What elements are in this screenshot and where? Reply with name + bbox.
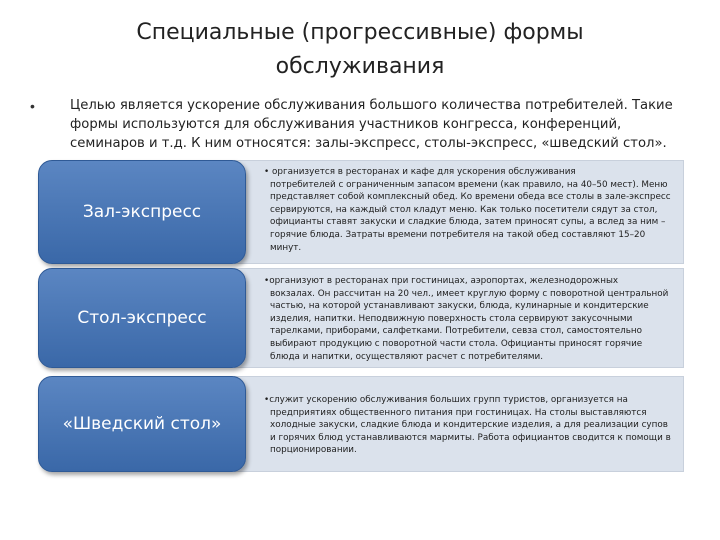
zal-express-description-first: • организуется в ресторанах и кафе для ускорения обслуживания xyxy=(264,167,576,177)
row-shvedskiy-stol xyxy=(38,376,684,472)
zal-express-label: Зал-экспресс xyxy=(82,202,202,222)
slide-title-line-1: Специальные (прогрессивные) формы xyxy=(136,20,584,45)
bullet-marker: • xyxy=(30,98,35,114)
shvedskiy-stol-label: «Шведский стол» xyxy=(62,414,222,434)
stol-express-description-rest: вокзалах. Он рассчитан на 20 чел., имеет круглую форму с поворотной центральной частью, на которой устанавливают закуски, блюда, кулинарные и кондитерские изделия, напитки. Неподвижную поверхность стола сервируют закусочными тарелками, приборами, салфетками. Потребители, севза стол, самостоятельно выбирают продукцию с поворотной части стола. Официанты приносят горячие блюда и напитки, осуществляют расчет с потребителями. xyxy=(270,288,669,362)
stol-express-label-box xyxy=(38,268,246,368)
shvedskiy-stol-label-box xyxy=(38,376,246,472)
intro-text: Целью является ускорение обслуживания большого количества потребителей. Такие формы используются для обслуживания участников конгресса, конференций, семинаров и т.д. К ним относятся: залы-экспресс, столы-экспресс, «шведский стол». xyxy=(70,98,673,151)
slide-title-line-2: обслуживания xyxy=(275,54,445,79)
row-zal-express xyxy=(38,160,684,264)
shvedskiy-stol-description-rest: предприятиях общественного питания при гостиницах. На столы выставляются холодные закуски, сладкие блюда и кондитерские изделия, а для реализации супов и горячих блюд устанавливаются мармиты. Работа официантов сводится к помощи в порционировании. xyxy=(270,407,671,456)
slide-title xyxy=(60,16,660,84)
stol-express-label: Стол-экспресс xyxy=(77,308,207,328)
row-stol-express xyxy=(38,268,684,368)
zal-express-description xyxy=(264,166,674,254)
zal-express-label-box xyxy=(38,160,246,264)
stol-express-description xyxy=(264,275,674,363)
stol-express-description-first: •организуют в ресторанах при гостиницах, аэропортах, железнодорожных xyxy=(264,276,619,286)
shvedskiy-stol-description xyxy=(264,394,674,457)
shvedskiy-stol-description-first: •служит ускорению обслуживания больших групп туристов, организуется на xyxy=(264,395,628,405)
zal-express-description-rest: потребителей с ограниченным запасом времени (как правило, на 40–50 мест). Меню представляет собой комплексный обед. Ко времени обеда все столы в зале-экспресс сервируются, на каждый стол кладут меню. Как только посетители сядут за стол, официанты ставят закуски и сладкие блюда, затем приносят супы, а вслед за ним – горячие блюда. Затраты времени потребителя на такой обед составляют 15–20 минут. xyxy=(270,179,671,253)
